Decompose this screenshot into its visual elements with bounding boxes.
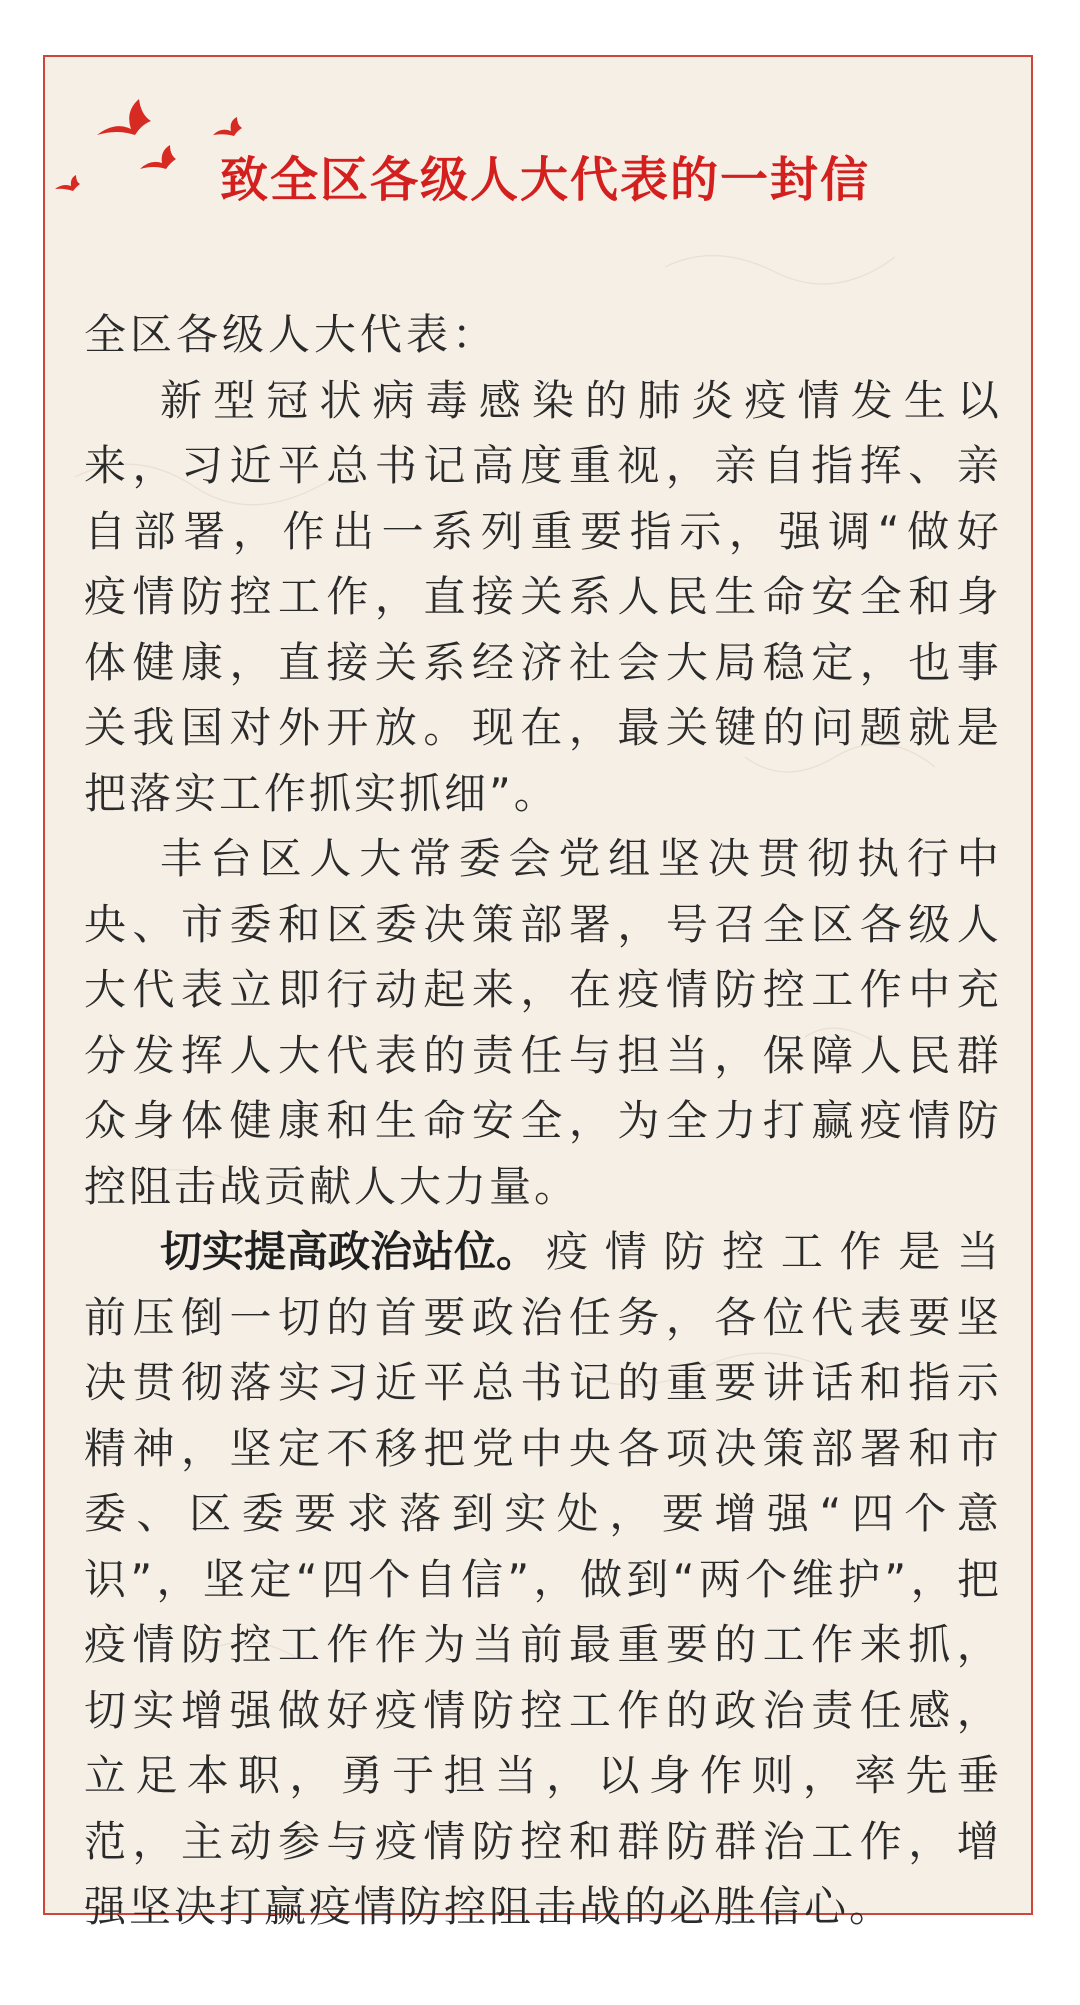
letter-body bbox=[84, 302, 999, 2005]
letter-line: 大 代 表 立 即 行 动 起 来 ， 在 疫 情 防 控 工 作 中 充 bbox=[84, 957, 999, 1023]
letter-line: 识 ” ， 坚 定 “ 四 个 自 信 ” ， 做 到 “ 两 个 维 护 ” ， 把 bbox=[84, 1547, 999, 1613]
letter-line: 委 、 区 委 要 求 落 到 实 处 ， 要 增 强 “ 四 个 意 bbox=[84, 1481, 999, 1547]
paragraphs bbox=[84, 368, 999, 1940]
letter-line: 把落实工作抓实抓细”。 bbox=[84, 761, 999, 827]
letter-line: 分 发 挥 人 大 代 表 的 责 任 与 担 当 ， 保 障 人 民 群 bbox=[84, 1023, 999, 1089]
letter-line: 立 足 本 职 ， 勇 于 担 当 ， 以 身 作 则 ， 率 先 垂 bbox=[84, 1743, 999, 1809]
letter-paragraph bbox=[84, 826, 999, 1219]
letter-line: 央 、 市 委 和 区 委 决 策 部 署 ， 号 召 全 区 各 级 人 bbox=[84, 892, 999, 958]
letter-line: 控阻击战贡献人大力量。 bbox=[84, 1154, 999, 1220]
letter-line: 切 实 增 强 做 好 疫 情 防 控 工 作 的 政 治 责 任 感 ， bbox=[84, 1678, 999, 1744]
letter-line: 范 ， 主 动 参 与 疫 情 防 控 和 群 防 群 治 工 作 ， 增 bbox=[84, 1809, 999, 1875]
letter-line: 新 型 冠 状 病 毒 感 染 的 肺 炎 疫 情 发 生 以 bbox=[84, 368, 999, 434]
paragraph-lead: 切实提高政治站位。 bbox=[160, 1219, 538, 1285]
cut-off-line bbox=[84, 1940, 999, 2005]
letter-line: 丰 台 区 人 大 常 委 会 党 组 坚 决 贯 彻 执 行 中 bbox=[84, 826, 999, 892]
letter-line: 来 ， 习 近 平 总 书 记 高 度 重 视 ， 亲 自 指 挥 、 亲 bbox=[84, 433, 999, 499]
letter-line: 关 我 国 对 外 开 放 。 现 在 ， 最 关 键 的 问 题 就 是 bbox=[84, 695, 999, 761]
letter-paragraph bbox=[84, 368, 999, 827]
letter-paper bbox=[43, 55, 1033, 1915]
salutation: 全区各级人大代表： bbox=[84, 302, 999, 368]
letter-line: 强坚决打赢疫情防控阻击战的必胜信心。 bbox=[84, 1874, 999, 1940]
paragraph-first-line-rest: 疫 情 防 控 工 作 是 当 bbox=[546, 1219, 999, 1285]
letter-paragraph bbox=[84, 1219, 999, 1940]
letter-title: 致全区各级人大代表的一封信 bbox=[45, 145, 1035, 215]
dove-icon bbox=[97, 99, 151, 135]
dove-icon bbox=[213, 117, 242, 136]
letter-line bbox=[84, 1219, 999, 1285]
letter-line: 疫 情 防 控 工 作 作 为 当 前 最 重 要 的 工 作 来 抓 ， bbox=[84, 1612, 999, 1678]
letter-line: 疫 情 防 控 工 作 ， 直 接 关 系 人 民 生 命 安 全 和 身 bbox=[84, 564, 999, 630]
letter-line: 决 贯 彻 落 实 习 近 平 总 书 记 的 重 要 讲 话 和 指 示 bbox=[84, 1350, 999, 1416]
letter-line: 体 健 康 ， 直 接 关 系 经 济 社 会 大 局 稳 定 ， 也 事 bbox=[84, 630, 999, 696]
letter-line: 精 神 ， 坚 定 不 移 把 党 中 央 各 项 决 策 部 署 和 市 bbox=[84, 1416, 999, 1482]
letter-line: 前 压 倒 一 切 的 首 要 政 治 任 务 ， 各 位 代 表 要 坚 bbox=[84, 1285, 999, 1351]
letter-line: 众 身 体 健 康 和 生 命 安 全 ， 为 全 力 打 赢 疫 情 防 bbox=[84, 1088, 999, 1154]
letter-line: 自 部 署 ， 作 出 一 系 列 重 要 指 示 ， 强 调 “ 做 好 bbox=[84, 499, 999, 565]
